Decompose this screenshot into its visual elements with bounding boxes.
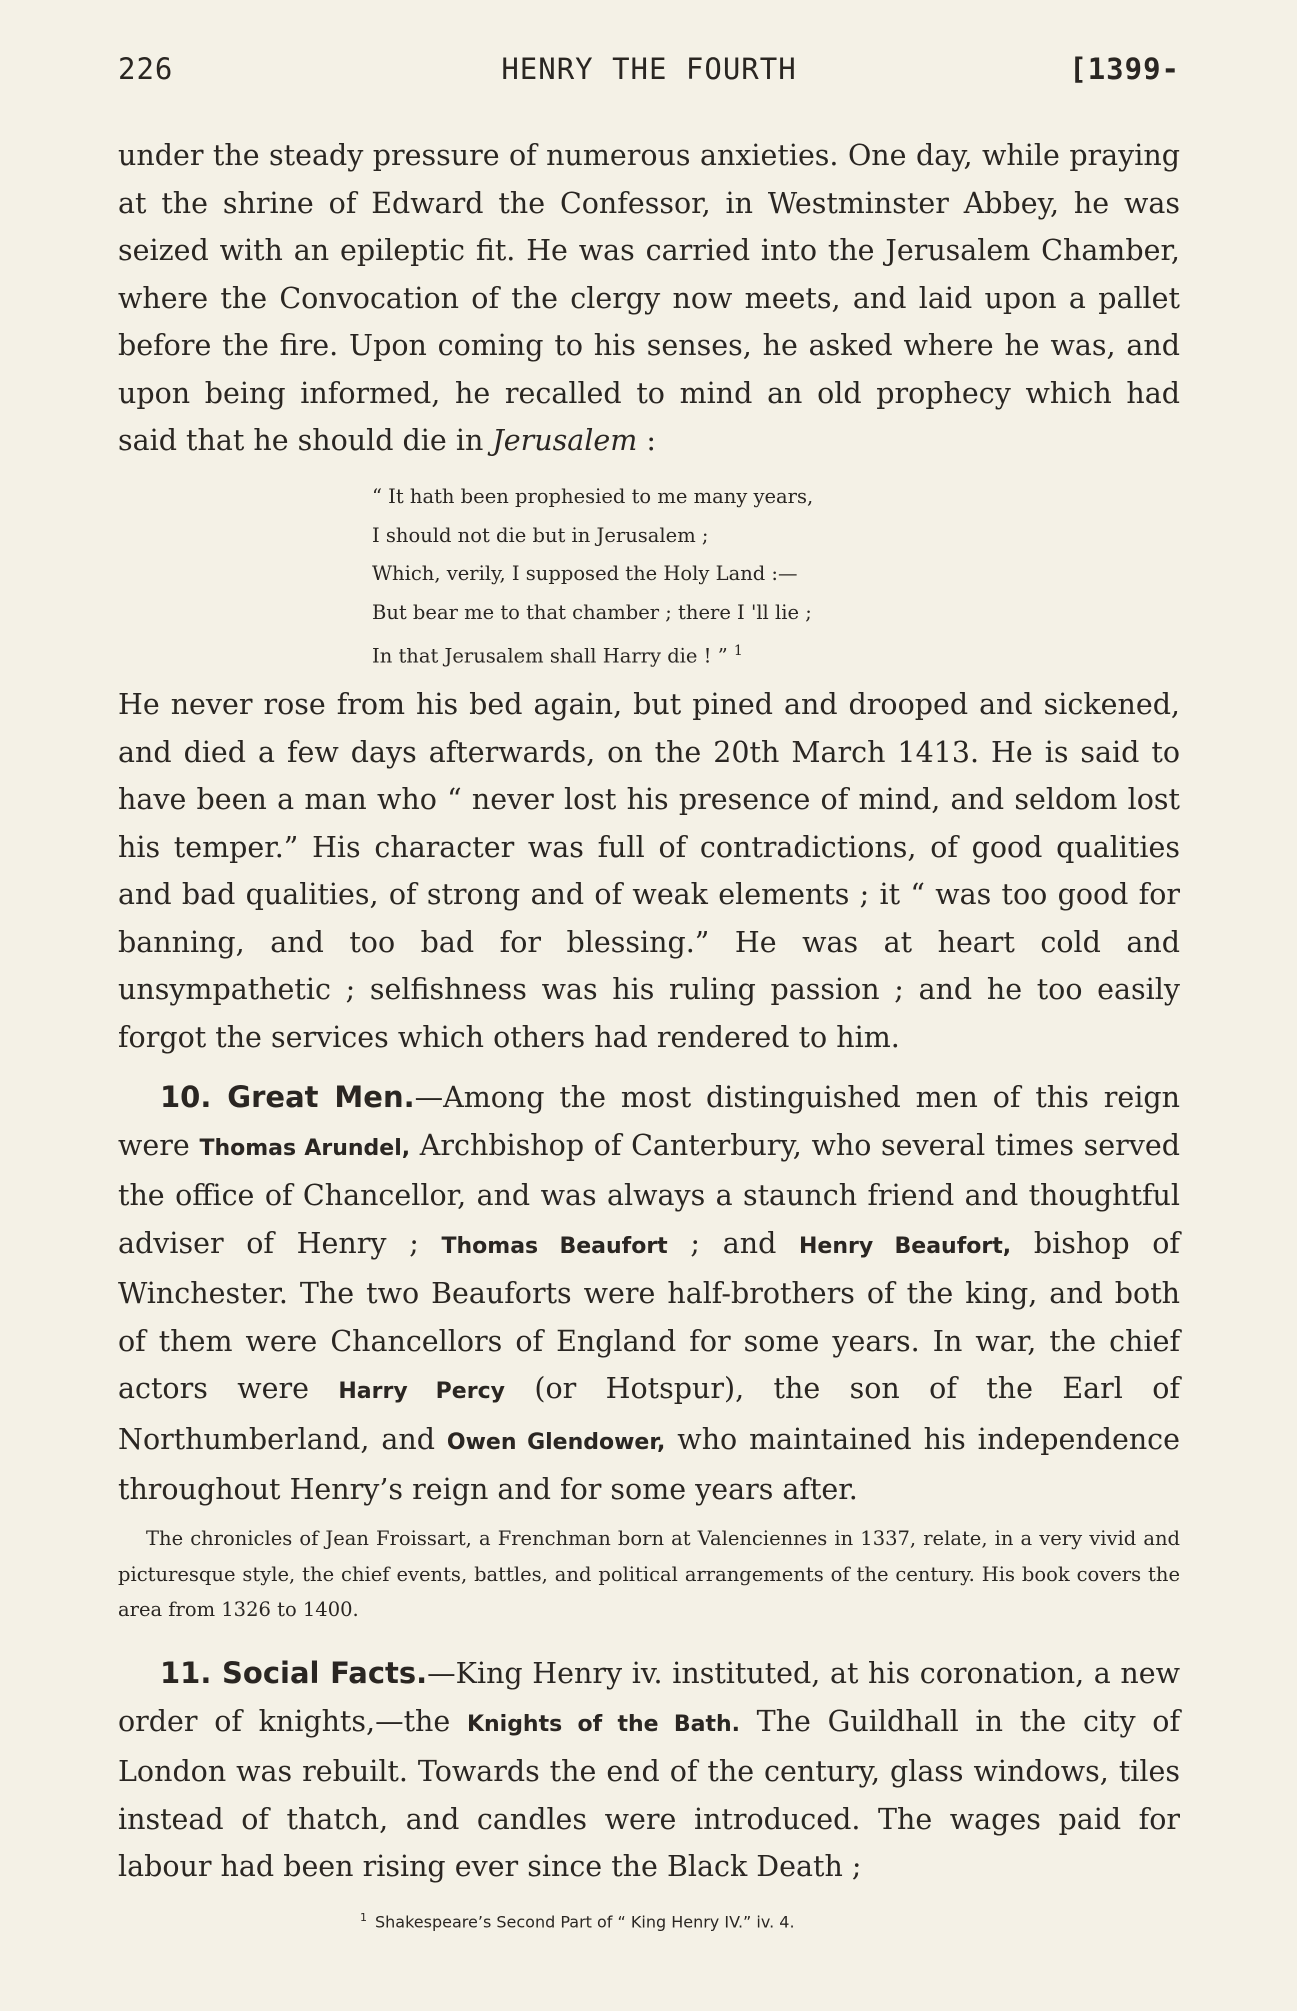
name-henry-beaufort: Henry Beaufort, (799, 1233, 1012, 1259)
header-year: [1399- (1069, 52, 1180, 86)
section-heading: 11. Social Facts. (160, 1656, 428, 1690)
section-text: The Guildhall in the city of London was rebuilt. Towards the end of the century, glass windows, tiles instead of thatch, and candles were introduced. The wages paid for labour had been rising ever since the Black Death ; (118, 1704, 1180, 1883)
page-number: 226 (118, 52, 174, 86)
section-social-facts (118, 1650, 1180, 1891)
footnote-text: Shakespeare’s Second Part of “ King Henry IV.” iv. 4. (375, 1912, 795, 1932)
small-print-note (118, 1521, 1180, 1628)
name-thomas-beaufort: Thomas Beaufort (441, 1233, 668, 1259)
verse-line: In that Jerusalem shall Harry die ! ” (372, 644, 728, 668)
paragraph-end: : (637, 424, 656, 457)
paragraph-text: He never rose from his bed again, but pined and drooped and sickened, and died a few days afterwards, on the 20th March 1413. He is said to have been a man who “ never lost his presence of mind, and seldom lost his temper.” His character was full of contradictions, of good qualities and bad qualities, of strong and of weak elements ; it “ was too good for banning, and too bad for blessing.” He was at heart cold and unsympathetic ; selfishness was his ruling passion ; and he too easily forgot the services which others had rendered to him. (118, 688, 1180, 1054)
section-text: Archbishop of Canterbury, who several times served the office of Chancellor, and was always a staunch friend and thoughtful adviser of Henry ; (118, 1128, 1180, 1260)
verse-line: Which, verily, I supposed the Holy Land :— (372, 562, 798, 585)
footnote-reference[interactable]: 1 (733, 643, 743, 659)
verse-line: “ It hath been prophesied to me many years, (372, 485, 814, 508)
italic-jerusalem: Jerusalem (492, 424, 638, 457)
verse-line: But bear me to that chamber ; there I 'll lie ; (372, 600, 812, 624)
section-text: who maintained his independence throughout Henry’s reign and for some years after. (118, 1422, 1181, 1506)
section-text: ; and (667, 1226, 800, 1260)
section-text: —Among the most distinguished men of this reign were (118, 1081, 1180, 1162)
note-text: The chronicles of Jean Froissart, a Frenchman born at Valenciennes in 1337, relate, in a very vivid and picturesque style, the chief events, battles, and political arrangements of the century. His book covers the area from 1326 to 1400. (118, 1527, 1180, 1621)
verse-line: I should not die but in Jerusalem ; (372, 523, 709, 547)
name-knights-of-the-bath: Knights of the Bath. (466, 1711, 740, 1737)
name-owen-glendower: Owen Glendower, (446, 1429, 666, 1455)
running-header (118, 52, 1180, 92)
section-text: (or Hotspur), the son of the Earl of Northumberland, and (118, 1372, 1180, 1456)
paragraph-death-of-henry (118, 132, 1180, 465)
section-text: bishop of Winchester. The two Beauforts were half-brothers of the king, and both of them were Chancellors of England for some years. In war, the chief actors were (118, 1226, 1180, 1405)
section-heading: 10. Great Men. (160, 1080, 415, 1114)
paragraph-text: under the steady pressure of numerous anxieties. One day, while praying at the shrine of Edward the Confessor, in Westminster Abbey, he was seized with an epileptic fit. He was carried into the Jerusalem Chamber, where the Convocation of the clergy now meets, and laid upon a pallet before the fire. Upon coming to his senses, he asked where he was, and upon being informed, he recalled to mind an old prophecy which had said that he should die in (118, 139, 1180, 457)
running-title: HENRY THE FOURTH (501, 52, 797, 86)
name-harry-percy: Harry Percy (338, 1379, 505, 1404)
verse-quotation (372, 478, 813, 676)
footnote (360, 1911, 795, 1931)
paragraph-character (118, 681, 1180, 1061)
footnote-marker: 1 (360, 1911, 367, 1924)
name-thomas-arundel: Thomas Arundel, (199, 1135, 411, 1161)
section-great-men (118, 1074, 1180, 1514)
verse-line-last (372, 632, 813, 676)
section-text: —King Henry iv. instituted, at his coronation, a new order of knights,—the (118, 1657, 1181, 1738)
